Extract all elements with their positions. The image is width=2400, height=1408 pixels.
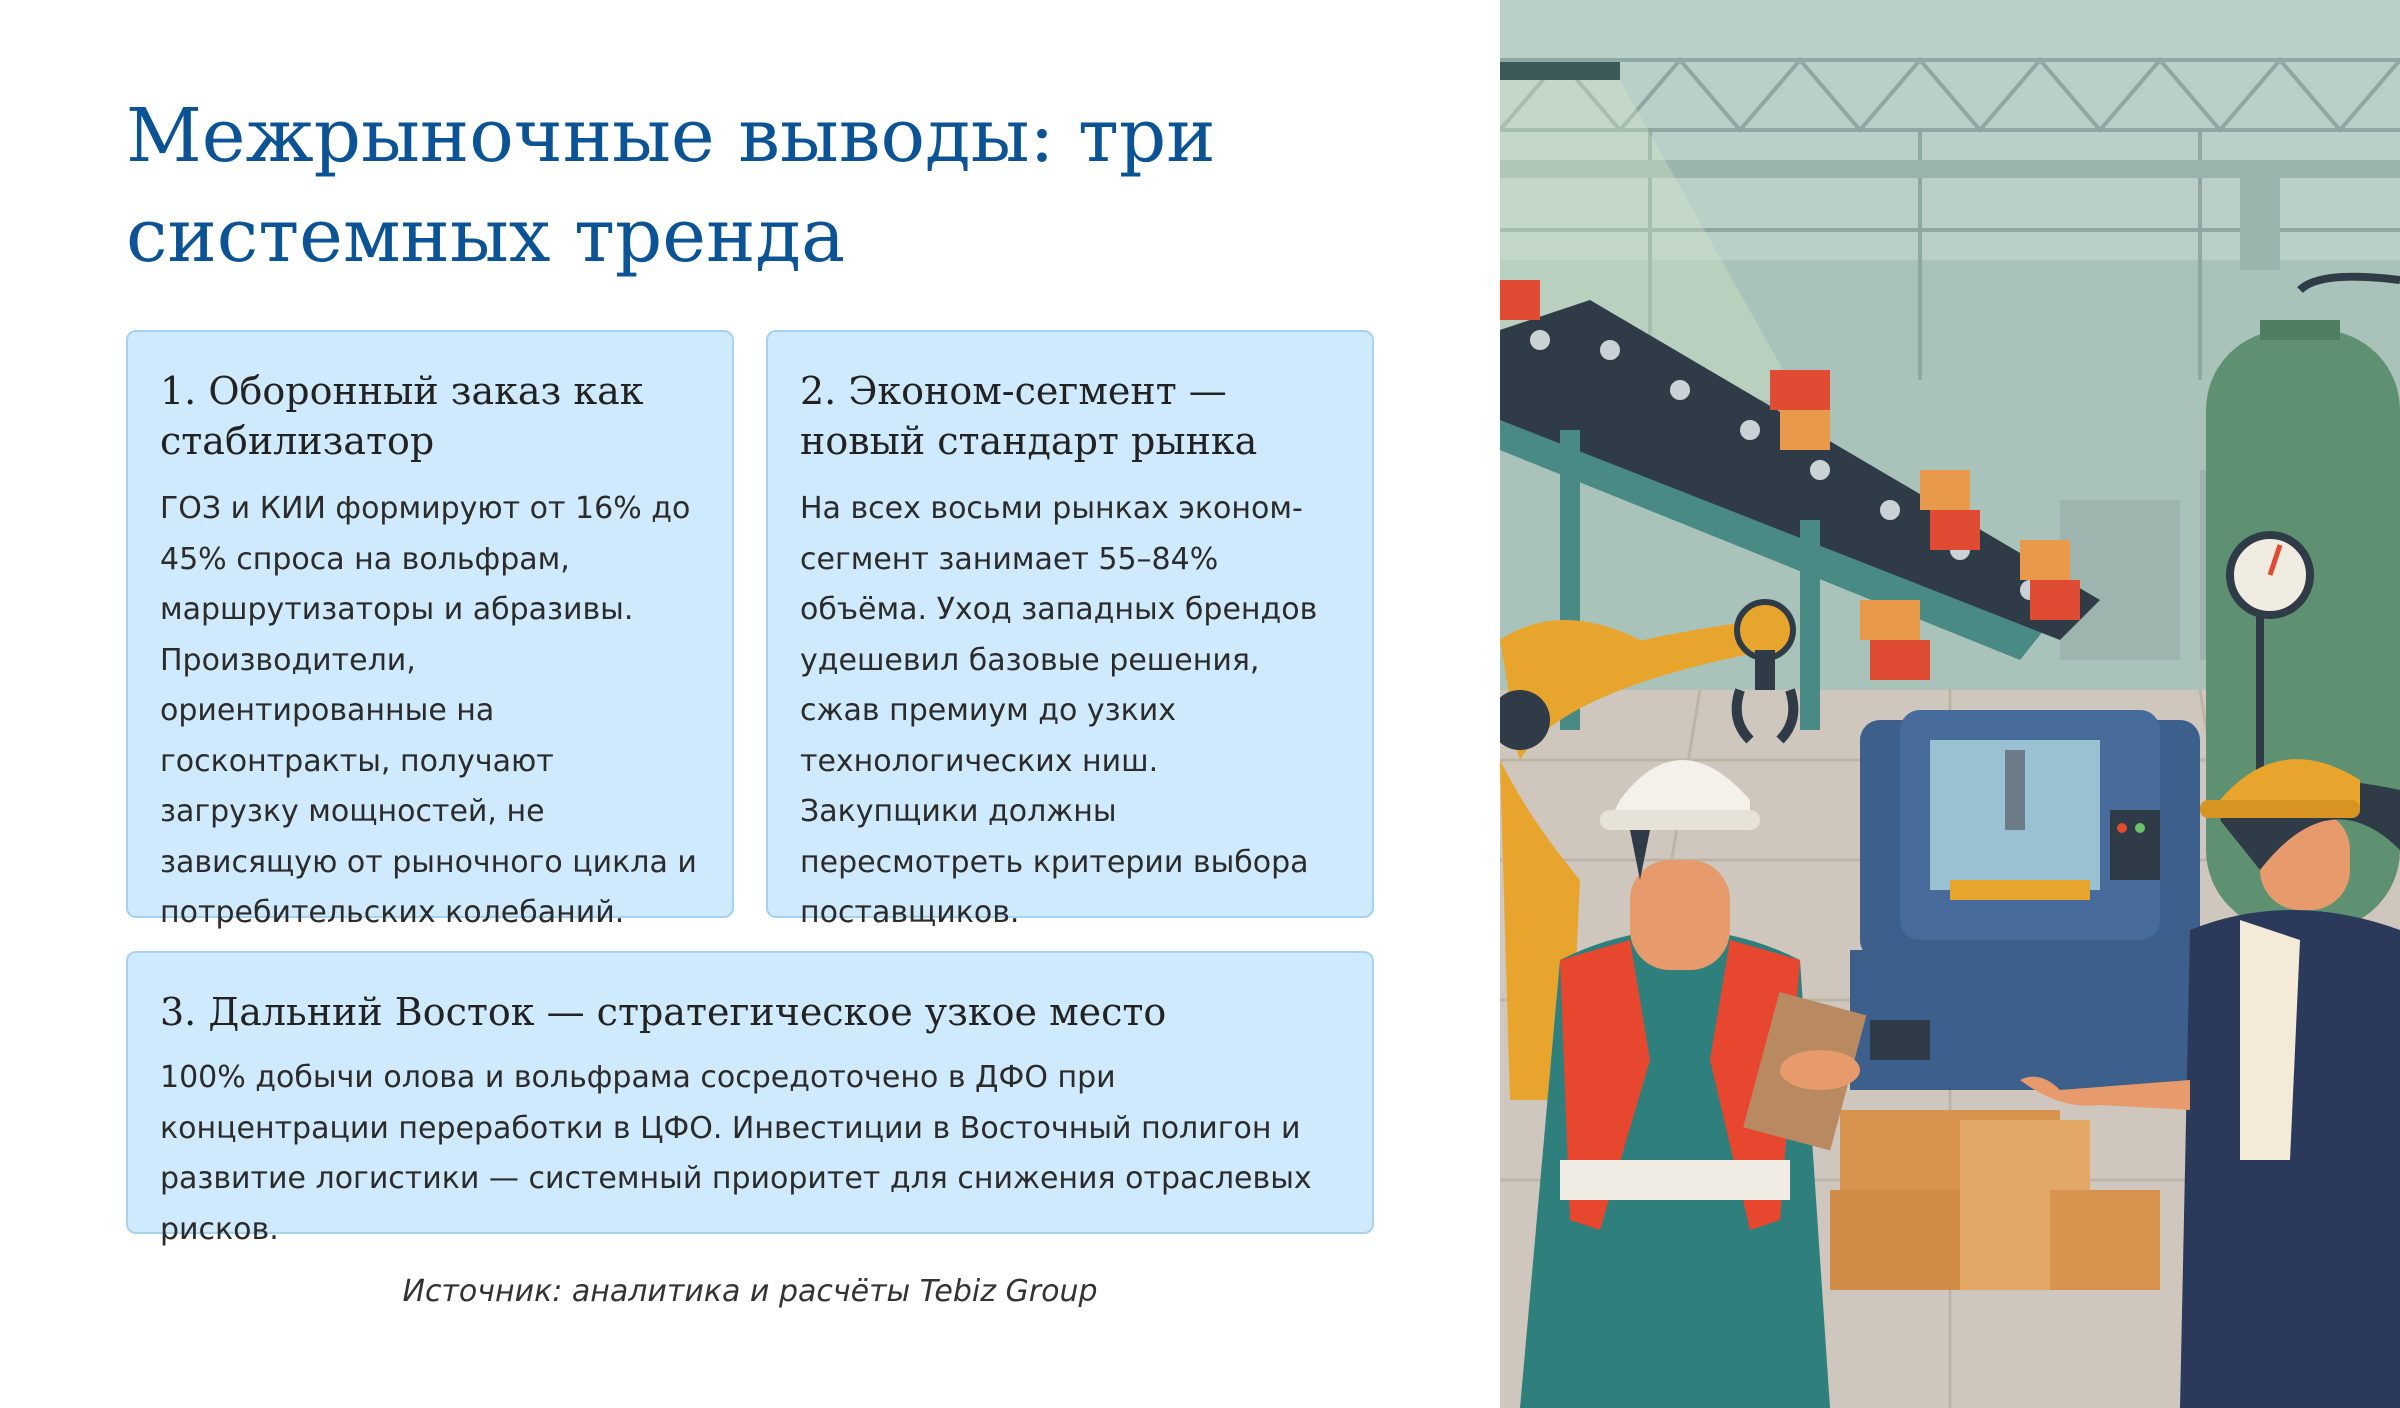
- factory-scene-image: [1500, 0, 2400, 1408]
- trend-card-body: 100% добычи олова и вольфрама сосредоточено в ДФО при концентрации переработки в ЦФО. Инвестиции в Восточный полигон и развитие логистики — системный приоритет для снижения отраслевых рисков.: [160, 1060, 1312, 1247]
- trend-card-title: 3. Дальний Восток — стратегическое узкое место: [160, 990, 1167, 1034]
- page-title: Межрыночные выводы: три системных тренда: [126, 93, 1216, 279]
- trend-card-title: 2. Эконом-сегмент — новый стандарт рынка: [800, 369, 1258, 463]
- source-note: Источник: аналитика и расчёты Tebiz Group: [402, 1274, 1098, 1309]
- trend-card-body: ГОЗ и КИИ формируют от 16% до 45% спроса на вольфрам, маршрутизаторы и абразивы. Производители, ориентированные на госконтракты, получают загрузку мощностей, не зависящую от рыночного цикла и потребительских колебаний.: [160, 491, 697, 930]
- factory-illustration: [1500, 0, 2400, 1408]
- trend-card-1: [126, 330, 734, 930]
- trend-card-3: [126, 951, 1374, 1247]
- trend-card-title: 1. Оборонный заказ как стабилизатор: [160, 369, 644, 463]
- trend-card-2: [766, 330, 1374, 930]
- trend-card-body: На всех восьми рынках эконом-сегмент занимает 55–84% объёма. Уход западных брендов удешевил базовые решения, сжав премиум до узких технологических ниш. Закупщики должны пересмотреть критерии выбора поставщиков.: [800, 491, 1318, 930]
